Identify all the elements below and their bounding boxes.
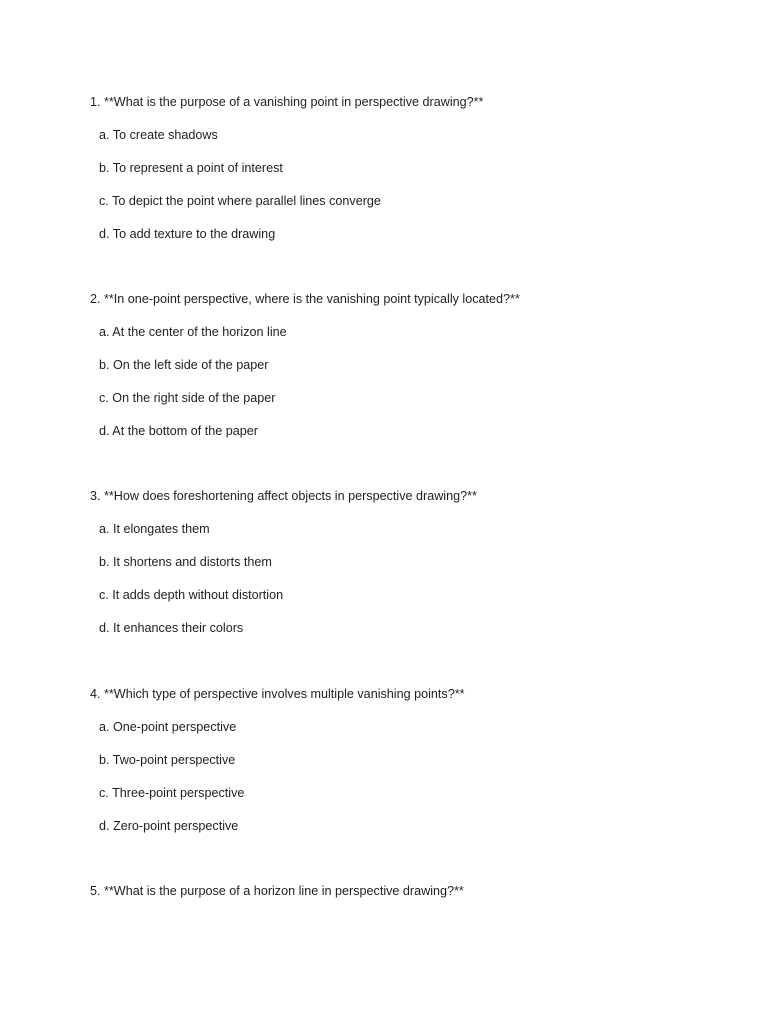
answer-option-d: d. At the bottom of the paper	[99, 424, 258, 438]
question-1	[90, 94, 730, 242]
answer-option-d: d. It enhances their colors	[99, 621, 244, 635]
answer-option-b: b. To represent a point of interest	[99, 161, 283, 175]
answer-option-b: b. On the left side of the paper	[99, 358, 269, 372]
answer-option-a: a. At the center of the horizon line	[99, 325, 287, 339]
answer-option-a: a. It elongates them	[99, 522, 210, 536]
answer-option-c: c. It adds depth without distortion	[99, 588, 284, 602]
answer-option-c: c. On the right side of the paper	[99, 391, 276, 405]
question-text: 2. **In one-point perspective, where is the vanishing point typically located?**	[90, 292, 520, 306]
answer-option-d: d. To add texture to the drawing	[99, 227, 276, 241]
answer-option-c: c. Three-point perspective	[99, 786, 245, 800]
question-2	[90, 291, 730, 439]
question-text: 3. **How does foreshortening affect objects in perspective drawing?**	[90, 489, 477, 503]
question-5	[90, 883, 730, 899]
answer-option-a: a. One-point perspective	[99, 720, 237, 734]
answer-option-b: b. Two-point perspective	[99, 753, 236, 767]
question-3	[90, 488, 730, 636]
answer-option-d: d. Zero-point perspective	[99, 819, 239, 833]
question-4	[90, 686, 730, 834]
answer-option-b: b. It shortens and distorts them	[99, 555, 272, 569]
question-text: 1. **What is the purpose of a vanishing point in perspective drawing?**	[90, 95, 484, 109]
answer-option-a: a. To create shadows	[99, 128, 218, 142]
question-text: 4. **Which type of perspective involves multiple vanishing points?**	[90, 687, 465, 701]
question-text: 5. **What is the purpose of a horizon line in perspective drawing?**	[90, 884, 464, 898]
answer-option-c: c. To depict the point where parallel lines converge	[99, 194, 381, 208]
